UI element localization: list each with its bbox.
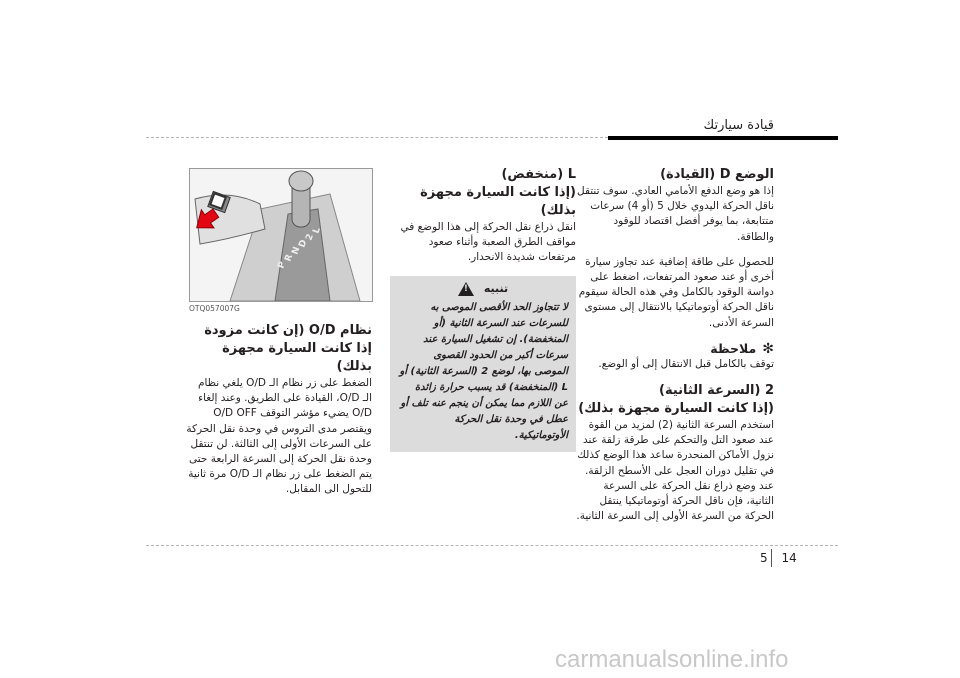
section-title-bar xyxy=(608,136,838,140)
header-rule xyxy=(146,137,608,138)
gear-letter-2: 2 xyxy=(304,232,316,243)
gear-letter-r: R xyxy=(283,253,296,264)
second-gear-subheading: (إذا كانت السيارة مجهزة بذلك) xyxy=(578,401,774,417)
notice-title: تنبيه xyxy=(483,282,509,296)
note-heading xyxy=(574,341,774,357)
middle-column xyxy=(390,166,576,452)
note-paragraph: توقف بالكامل قبل الانتقال إلى أو الوضع. xyxy=(598,357,774,370)
od-subheading: إذا كانت السيارة مجهزة بذلك) xyxy=(222,341,372,374)
d-paragraph: إذا هو وضع الدفع الأمامي العادي. سوف تنتقل ناقل الحركة اليدوي خلال 5 (أو 4) سرعات متتابعة، بما يوفر أفضل اقتصاد للوقود والطاقة. xyxy=(577,185,774,243)
d-heading: الوضع D (القيادة) xyxy=(660,167,774,182)
l-subheading: (إذا كانت السيارة مجهزة بذلك) xyxy=(420,185,576,218)
gear-letter-n: N xyxy=(290,245,303,257)
gear-letter-d: D xyxy=(297,238,310,250)
chapter-number: 5 xyxy=(760,551,768,565)
od-paragraph: الضغط على زر نظام الـ O/D يلغي نظام الـ O/D، القيادة على الطريق. وعند إلغاء O/D يضيء مؤشر التوقف O/D OFF ويقتصر مدى التروس في وحدة نقل الحركة على السرعات الأولى إلى الثالثة. لن تنتقل وحدة نقل الحركة إلى السرعة الرابعة حتى يتم الضغط على زر نظام الـ O/D مرة ثانية للتحول الى المقابل. xyxy=(186,377,372,496)
notice-box xyxy=(390,276,576,452)
footer-divider xyxy=(771,549,772,567)
page-number xyxy=(760,551,807,565)
left-column xyxy=(186,322,372,498)
l-paragraph: انقل ذراع نقل الحركة إلى هذا الوضع في مواقف الطرق الصعبة وأثناء صعود مرتفعات شديدة الانحدار. xyxy=(400,221,576,264)
note-heading-text: ملاحظة xyxy=(710,341,757,357)
gear-letter-l: L xyxy=(311,226,323,236)
figure-label: OTQ057007G xyxy=(189,304,240,313)
page-num: 14 xyxy=(781,551,797,565)
notice-header xyxy=(398,282,568,296)
footer-rule xyxy=(146,545,838,546)
warning-icon xyxy=(458,282,474,296)
od-heading: نظام O/D (إن كانت مزودة xyxy=(204,323,372,338)
section-title: قيادة سيارتك xyxy=(703,118,774,133)
d-paragraph-2: للحصول على طاقة إضافية عند تجاوز سيارة أخرى أو عند صعود المرتفعات، اضغط على دواسة الوقود بالكامل وفي هذه الحالة سيقوم ناقل الحركة أوتوماتيكيا بالانتقال إلى مستوى السرعة الأدنى. xyxy=(578,255,774,329)
gear-shifter-illustration xyxy=(190,169,372,301)
notice-body: لا تتجاوز الحد الأقصى الموصى به للسرعات عند السرعة الثانية (أو المنخفضة). إن تشغيل السيارة عند سرعات أكبر من الحدود القصوى الموصى بها، لوضع 2 (السرعة الثانية) أو L (المنخفضة) قد يسبب حرارة زائدة عن اللازم مما يمكن أن ينجم عنه تلف أو عطل في وحدة نقل الحركة الأوتوماتيكية. xyxy=(399,301,568,441)
watermark: carmanualsonline.info xyxy=(555,646,789,673)
gear-shifter-figure xyxy=(189,168,373,302)
asterisk-icon: ✻ xyxy=(762,340,774,357)
gear-letter-p: P xyxy=(276,260,289,271)
l-heading: L (منخفض) xyxy=(501,167,576,182)
right-column xyxy=(574,166,774,524)
second-gear-heading: 2 (السرعة الثانية) xyxy=(659,383,774,399)
second-gear-paragraph: استخدم السرعة الثانية (2) لمزيد من القوة عند صعود التل والتحكم على طرقة زلقة عند نزول الأماكن المنحدرة ساعد هذا الوضع كذلك في تقليل دوران العجل على الأسطح الزلقة. عند وضع ذراع نقل الحركة على السرعة الثانية، فإن ناقل الحركة أوتوماتيكيا ينتقل الحركة من السرعة الأولى إلى السرعة الثانية. xyxy=(576,419,774,523)
